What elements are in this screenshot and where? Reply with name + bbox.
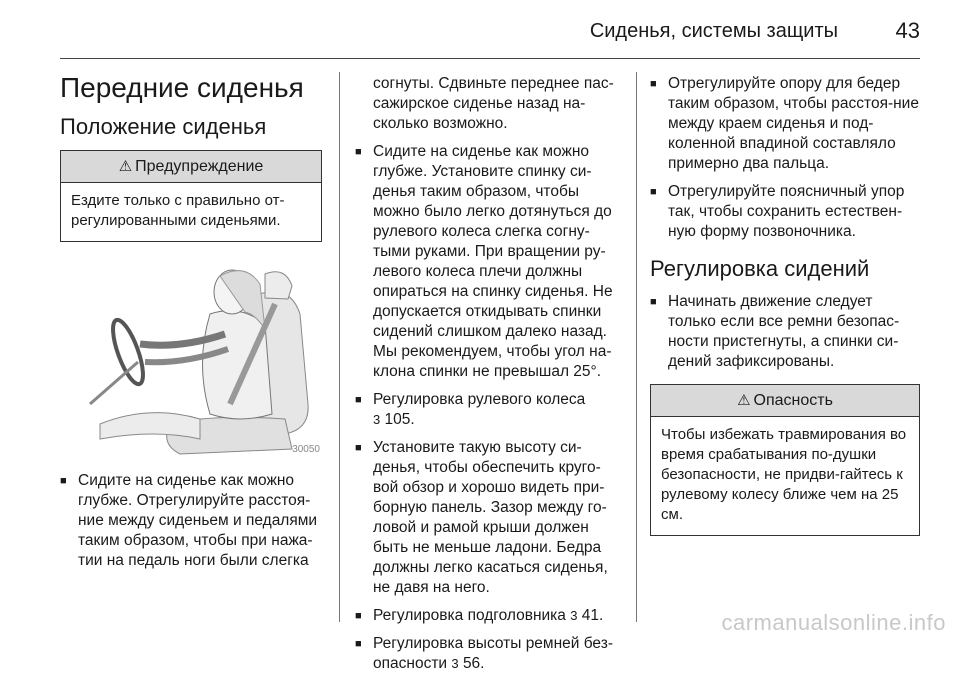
warning-title: Предупреждение <box>135 158 264 175</box>
warning-text: Ездите только с правильно от-регулированными сиденьями. <box>71 192 285 229</box>
bullet-text: Регулировка рулевого колеса <box>373 391 586 408</box>
bullet-item: ■ Сидите на сиденье как можно глубже. Отрегулируйте расстоя-ние между сиденьем и педалями таким образом, чтобы при нажа-тии на педаль ноги были слегка <box>60 471 322 571</box>
warning-triangle-icon: ⚠ <box>737 392 751 409</box>
warning-header <box>61 151 321 183</box>
bullet-item: ■ Начинать движение следует только если все ремни безопас-ности пристегнуты, а спинки си-дений зафиксированы. <box>650 292 920 372</box>
warning-triangle-icon: ⚠ <box>118 158 133 175</box>
column-3 <box>650 74 920 548</box>
bullet-item <box>355 390 623 430</box>
section-heading: Регулировка сидений <box>650 256 870 281</box>
bullet-text: Регулировка высоты ремней без-опасности <box>373 635 613 672</box>
section-title: Сиденья, системы защиты <box>589 20 838 42</box>
header-rule <box>60 58 920 59</box>
warning-box <box>60 150 322 242</box>
danger-text: Чтобы избежать травмирования во время срабатывания по-душки безопасности, не придви-гайтесь к рулевому колесу ближе чем на 25 см. <box>661 426 907 523</box>
bullet-item: ■ Сидите на сиденье как можно глубже. Установите спинку си-денья таким образом, чтобы можно было легко дотянуться до рулевого колеса слегка согну-тыми руками. При вращении ру-левого колеса плечи должны опираться на спинку сиденья. Не допускается откидывать спинки сидений слишком далеко назад. Мы рекомендуем, чтобы угол на-клона спинки не превышал 25°. <box>355 142 623 382</box>
driver-seat-drawing <box>60 254 322 459</box>
page-ref[interactable]: 105. <box>384 411 415 428</box>
page-header <box>0 0 960 56</box>
bullet-item <box>355 606 623 626</box>
page-ref[interactable]: 56. <box>462 655 485 672</box>
page-ref[interactable]: 41. <box>581 607 604 624</box>
column-1 <box>60 72 322 579</box>
bullet-text: Регулировка подголовника <box>373 607 566 624</box>
page-ref-icon: 3 <box>373 412 381 427</box>
column-divider <box>339 72 340 622</box>
bullet-item: ■ Отрегулируйте поясничный упор так, чтобы сохранить естествен-ную форму позвоночника. <box>650 182 920 242</box>
page-heading: Передние сиденья <box>60 72 304 103</box>
figure-number: 30050 <box>292 444 320 455</box>
bullet-item: ■ Установите такую высоту си-денья, чтобы обеспечить круго-вой обзор и хорошо видеть при-борную панель. Зазор между го-ловой и рамой крыши должен быть не меньше ладони. Бедра должны легко касаться сиденья, не давя на него. <box>355 438 623 598</box>
column-divider <box>636 72 637 622</box>
watermark: carmanualsonline.info <box>721 610 946 635</box>
danger-header <box>651 385 919 417</box>
seat-position-illustration <box>60 254 322 459</box>
page-ref-icon: 3 <box>570 608 578 623</box>
bullet-item <box>355 634 623 674</box>
continued-paragraph: согнуты. Сдвиньте переднее пас-сажирское сиденье назад на-сколько возможно. <box>373 75 614 132</box>
danger-box <box>650 384 920 536</box>
column-2 <box>355 74 623 682</box>
section-heading: Положение сиденья <box>60 114 267 139</box>
bullet-item: ■ Отрегулируйте опору для бедер таким образом, чтобы расстоя-ние между краем сиденья и под-коленной впадиной составляло примерно два пальца. <box>650 74 920 174</box>
page-number: 43 <box>895 18 920 43</box>
danger-title: Опасность <box>753 392 833 409</box>
page-ref-icon: 3 <box>451 656 459 671</box>
